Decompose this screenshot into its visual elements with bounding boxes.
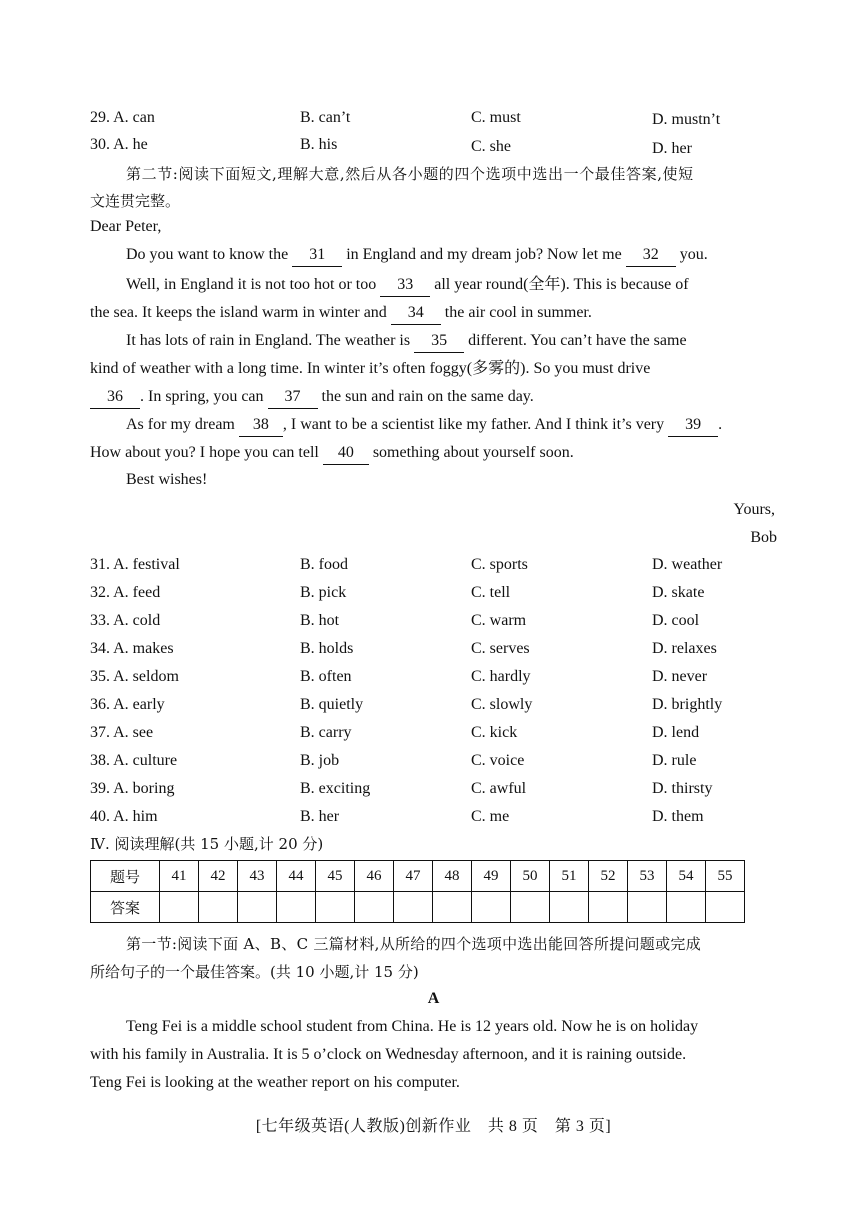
question-number-cell: 46 xyxy=(355,861,394,892)
letter-closing: Best wishes! xyxy=(126,471,208,488)
options-row-38 xyxy=(90,747,790,775)
option-b: B. often xyxy=(300,668,352,685)
options-row-33 xyxy=(90,607,790,635)
answer-cell[interactable] xyxy=(550,892,589,923)
blank-40: 40 xyxy=(323,442,369,465)
letter-p1: Do you want to know the 31 in England and my dream job? Now let me 32 you. xyxy=(126,241,781,269)
options-row-32 xyxy=(90,579,790,607)
letter-p4-line1: As for my dream 38 , I want to be a scientist like my father. And I think it’s very 39 . xyxy=(126,411,781,439)
options-row-37 xyxy=(90,719,790,747)
question-number-cell: 51 xyxy=(550,861,589,892)
letter-greeting: Dear Peter, xyxy=(90,218,162,235)
blank-33: 33 xyxy=(380,274,430,297)
option-a: 35. A. seldom xyxy=(90,668,179,685)
option-d: D. rule xyxy=(652,752,697,769)
option-a: 34. A. makes xyxy=(90,640,174,657)
blank-34: 34 xyxy=(391,302,441,325)
question-number-cell: 47 xyxy=(394,861,433,892)
answer-cell[interactable] xyxy=(667,892,706,923)
option-c: C. voice xyxy=(471,752,525,769)
letter-p3-line3: 36 . In spring, you can 37 the sun and rain on the same day. xyxy=(90,383,777,411)
option-b: B. carry xyxy=(300,724,352,741)
answer-label: 答案 xyxy=(91,892,160,923)
answer-cell[interactable] xyxy=(355,892,394,923)
option-c: C. me xyxy=(471,808,510,825)
option-b: B. quietly xyxy=(300,696,364,713)
question-number-cell: 43 xyxy=(238,861,277,892)
question-number-cell: 44 xyxy=(277,861,316,892)
option-a: 30. A. he xyxy=(90,136,148,153)
letter-p4-line2: How about you? I hope you can tell 40 something about yourself soon. xyxy=(90,439,777,467)
blank-39: 39 xyxy=(668,414,718,437)
option-a: 40. A. him xyxy=(90,808,158,825)
blank-36: 36 xyxy=(90,386,140,409)
blank-31: 31 xyxy=(292,244,342,267)
options-row-29 xyxy=(90,104,790,132)
question-number-cell: 54 xyxy=(667,861,706,892)
letter-p2-line1: Well, in England it is not too hot or too 33 all year round(全年). This is because of xyxy=(126,271,781,299)
letter-yours: Yours, xyxy=(733,501,775,518)
option-a: 31. A. festival xyxy=(90,556,180,573)
part1-intro-line2: 所给句子的一个最佳答案。(共 10 小题,计 15 分) xyxy=(90,963,419,981)
option-a: 37. A. see xyxy=(90,724,154,741)
option-d: D. her xyxy=(652,140,692,157)
letter-p3-line2: kind of weather with a long time. In winter it’s often foggy(多雾的). So you must drive xyxy=(90,360,651,377)
part1-intro-line1: 第一节:阅读下面 A、B、C 三篇材料,从所给的四个选项中选出能回答所提问题或完成 xyxy=(126,935,701,953)
option-b: B. hot xyxy=(300,612,340,629)
option-b: B. pick xyxy=(300,584,347,601)
options-row-39 xyxy=(90,775,790,803)
options-row-31 xyxy=(90,551,790,579)
answer-cell[interactable] xyxy=(628,892,667,923)
letter-p2-line2: the sea. It keeps the island warm in winter and 34 the air cool in summer. xyxy=(90,299,777,327)
answer-table xyxy=(90,860,745,923)
letter-p3-line1: It has lots of rain in England. The weather is 35 different. You can’t have the same xyxy=(126,327,781,355)
option-c: C. kick xyxy=(471,724,518,741)
option-c: C. awful xyxy=(471,780,527,797)
options-row-35 xyxy=(90,663,790,691)
options-row-30 xyxy=(90,131,790,159)
option-c: C. sports xyxy=(471,556,528,573)
answer-cell[interactable] xyxy=(238,892,277,923)
option-b: B. can’t xyxy=(300,109,351,126)
blank-38: 38 xyxy=(239,414,283,437)
option-c: C. she xyxy=(471,138,511,155)
question-number-label: 题号 xyxy=(91,861,160,892)
option-d: D. weather xyxy=(652,556,723,573)
option-a: 29. A. can xyxy=(90,109,155,126)
option-d: D. cool xyxy=(652,612,700,629)
answer-cell[interactable] xyxy=(277,892,316,923)
question-number-cell: 52 xyxy=(589,861,628,892)
question-number-cell: 50 xyxy=(511,861,550,892)
passage-a-line3: Teng Fei is looking at the weather report on his computer. xyxy=(90,1074,460,1091)
question-number-cell: 55 xyxy=(706,861,745,892)
section2-intro-line1: 第二节:阅读下面短文,理解大意,然后从各小题的四个选项中选出一个最佳答案,使短 xyxy=(126,165,694,183)
passage-a-line2: with his family in Australia. It is 5 o’clock on Wednesday afternoon, and it is raining outside. xyxy=(90,1046,687,1063)
answer-cell[interactable] xyxy=(316,892,355,923)
option-d: D. relaxes xyxy=(652,640,717,657)
option-c: C. warm xyxy=(471,612,527,629)
question-number-cell: 42 xyxy=(199,861,238,892)
option-b: B. exciting xyxy=(300,780,371,797)
question-number-cell: 45 xyxy=(316,861,355,892)
option-b: B. food xyxy=(300,556,348,573)
option-c: C. hardly xyxy=(471,668,531,685)
page-footer: [七年级英语(人教版)创新作业 共 8 页 第 3 页] xyxy=(255,1118,612,1135)
options-row-40 xyxy=(90,803,790,831)
option-b: B. job xyxy=(300,752,340,769)
option-c: C. must xyxy=(471,109,521,126)
question-number-cell: 53 xyxy=(628,861,667,892)
option-d: D. thirsty xyxy=(652,780,713,797)
option-a: 33. A. cold xyxy=(90,612,161,629)
blank-35: 35 xyxy=(414,330,464,353)
option-d: D. them xyxy=(652,808,704,825)
option-c: C. tell xyxy=(471,584,511,601)
options-row-36 xyxy=(90,691,790,719)
letter-signature: Bob xyxy=(750,529,777,546)
answer-cell[interactable] xyxy=(706,892,745,923)
answer-cell[interactable] xyxy=(394,892,433,923)
answer-cell[interactable] xyxy=(199,892,238,923)
option-b: B. his xyxy=(300,136,338,153)
question-number-cell: 41 xyxy=(160,861,199,892)
section2-intro-line2: 文连贯完整。 xyxy=(90,192,181,210)
option-b: B. holds xyxy=(300,640,354,657)
question-number-cell: 48 xyxy=(433,861,472,892)
option-c: C. slowly xyxy=(471,696,533,713)
answer-cell[interactable] xyxy=(472,892,511,923)
question-number-cell: 49 xyxy=(472,861,511,892)
option-a: 36. A. early xyxy=(90,696,165,713)
option-a: 39. A. boring xyxy=(90,780,175,797)
option-c: C. serves xyxy=(471,640,530,657)
answer-table-answer-row xyxy=(91,892,745,923)
option-d: D. skate xyxy=(652,584,705,601)
answer-cell[interactable] xyxy=(160,892,199,923)
blank-32: 32 xyxy=(626,244,676,267)
answer-cell[interactable] xyxy=(589,892,628,923)
blank-37: 37 xyxy=(268,386,318,409)
answer-cell[interactable] xyxy=(511,892,550,923)
option-d: D. never xyxy=(652,668,708,685)
passage-a-line1: Teng Fei is a middle school student from China. He is 12 years old. Now he is on holiday xyxy=(126,1018,699,1035)
option-d: D. mustn’t xyxy=(652,111,721,128)
answer-cell[interactable] xyxy=(433,892,472,923)
option-b: B. her xyxy=(300,808,340,825)
section4-title: Ⅳ. 阅读理解(共 15 小题,计 20 分) xyxy=(90,835,324,853)
passage-label: A xyxy=(427,990,440,1007)
options-row-34 xyxy=(90,635,790,663)
option-d: D. brightly xyxy=(652,696,723,713)
option-a: 38. A. culture xyxy=(90,752,178,769)
answer-table-number-row xyxy=(91,861,745,892)
option-a: 32. A. feed xyxy=(90,584,161,601)
option-d: D. lend xyxy=(652,724,700,741)
